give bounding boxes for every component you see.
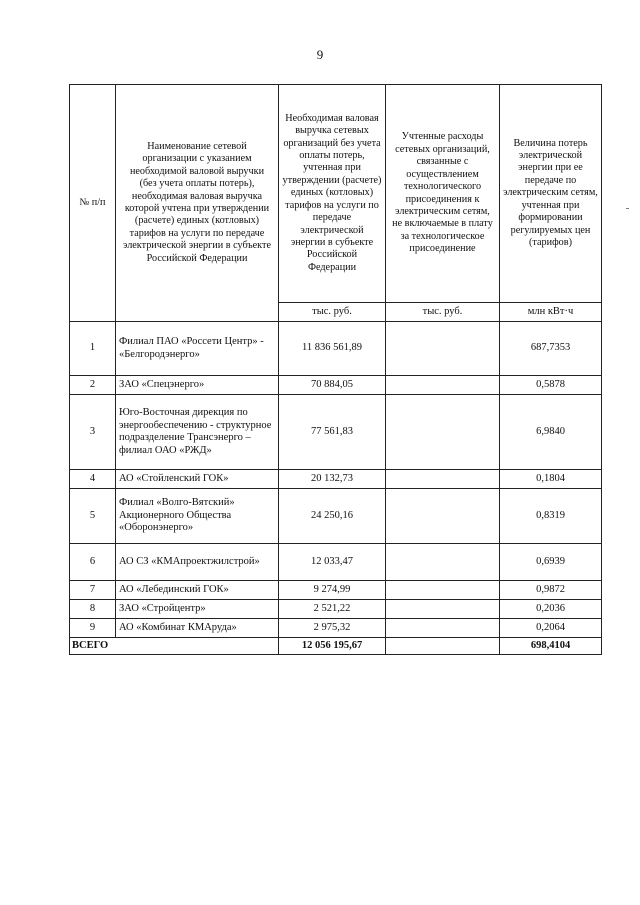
connection-costs-value xyxy=(386,376,500,395)
total-label: ВСЕГО xyxy=(70,638,279,655)
table-row xyxy=(70,619,602,638)
header-losses: Величина потерь электрической энергии при ее передаче по электрическим сетям, учтенная при формировании регулируемых цен (тарифов) xyxy=(500,85,602,303)
organization-name: ЗАО «Спецэнерго» xyxy=(116,376,279,395)
row-number: 2 xyxy=(70,376,116,395)
total-losses: 698,4104 xyxy=(500,638,602,655)
table-row xyxy=(70,489,602,544)
connection-costs-value xyxy=(386,544,500,581)
connection-costs-value xyxy=(386,322,500,376)
organization-name: АО «Лебединский ГОК» xyxy=(116,581,279,600)
row-number: 4 xyxy=(70,470,116,489)
losses-value: 0,9872 xyxy=(500,581,602,600)
revenue-value: 11 836 561,89 xyxy=(279,322,386,376)
losses-value: 6,9840 xyxy=(500,395,602,470)
organization-name: АО «Стойленский ГОК» xyxy=(116,470,279,489)
revenue-value: 9 274,99 xyxy=(279,581,386,600)
connection-costs-value xyxy=(386,600,500,619)
table-row xyxy=(70,470,602,489)
table-row xyxy=(70,581,602,600)
row-number: 5 xyxy=(70,489,116,544)
row-number: 9 xyxy=(70,619,116,638)
revenue-value: 2 521,22 xyxy=(279,600,386,619)
revenue-value: 70 884,05 xyxy=(279,376,386,395)
row-number: 7 xyxy=(70,581,116,600)
header-name: Наименование сетевой организации с указанием необходимой валовой выручки (без учета оплаты потерь), необходимая валовая выручка которой учтена при утверждении (расчете) единых (котловых) тарифов на услуги по передаче электрической энергии в субъекте Российской Федерации xyxy=(116,85,279,322)
table-row xyxy=(70,544,602,581)
header-num: № п/п xyxy=(70,85,116,322)
header-costs: Учтенные расходы сетевых организаций, связанные с осуществлением технологического присоединения к электрическим сетям, не включаемые в плату за технологическое присоединение xyxy=(386,85,500,303)
revenue-value: 24 250,16 xyxy=(279,489,386,544)
organization-name: АО «Комбинат КМАруда» xyxy=(116,619,279,638)
row-number: 1 xyxy=(70,322,116,376)
organization-name: ЗАО «Стройцентр» xyxy=(116,600,279,619)
table-row xyxy=(70,376,602,395)
losses-value: 687,7353 xyxy=(500,322,602,376)
connection-costs-value xyxy=(386,581,500,600)
row-number: 6 xyxy=(70,544,116,581)
table-row xyxy=(70,395,602,470)
connection-costs-value xyxy=(386,619,500,638)
connection-costs-value xyxy=(386,395,500,470)
revenue-value: 12 033,47 xyxy=(279,544,386,581)
table-row xyxy=(70,600,602,619)
losses-value: 0,1804 xyxy=(500,470,602,489)
page-number: 9 xyxy=(316,47,324,62)
header-revenue: Необходимая валовая выручка сетевых организаций без учета оплаты потерь, учтенная при утверждении (расчете) единых (котловых) тарифов на услуги по передаче электрической энергии в субъекте Российской Федерации xyxy=(279,85,386,303)
organization-name: Юго-Восточная дирекция по энергообеспечению - структурное подразделение Трансэнерго – филиал ОАО «РЖД» xyxy=(116,395,279,470)
total-revenue: 12 056 195,67 xyxy=(279,638,386,655)
revenue-value: 77 561,83 xyxy=(279,395,386,470)
connection-costs-value xyxy=(386,489,500,544)
scan-mark xyxy=(626,208,629,209)
losses-value: 0,8319 xyxy=(500,489,602,544)
total-costs xyxy=(386,638,500,655)
tariff-table xyxy=(69,84,602,655)
total-row xyxy=(70,638,602,655)
header-row xyxy=(70,85,602,303)
revenue-value: 2 975,32 xyxy=(279,619,386,638)
unit-costs: тыс. руб. xyxy=(386,303,500,322)
table-row xyxy=(70,322,602,376)
unit-losses: млн кВт·ч xyxy=(500,303,602,322)
losses-value: 0,5878 xyxy=(500,376,602,395)
losses-value: 0,6939 xyxy=(500,544,602,581)
row-number: 8 xyxy=(70,600,116,619)
row-number: 3 xyxy=(70,395,116,470)
unit-revenue: тыс. руб. xyxy=(279,303,386,322)
losses-value: 0,2036 xyxy=(500,600,602,619)
organization-name: Филиал «Волго-Вятский» Акционерного Общества «Оборонэнерго» xyxy=(116,489,279,544)
connection-costs-value xyxy=(386,470,500,489)
organization-name: Филиал ПАО «Россети Центр» - «Белгородэнерго» xyxy=(116,322,279,376)
losses-value: 0,2064 xyxy=(500,619,602,638)
revenue-value: 20 132,73 xyxy=(279,470,386,489)
organization-name: АО СЗ «КМАпроектжилстрой» xyxy=(116,544,279,581)
